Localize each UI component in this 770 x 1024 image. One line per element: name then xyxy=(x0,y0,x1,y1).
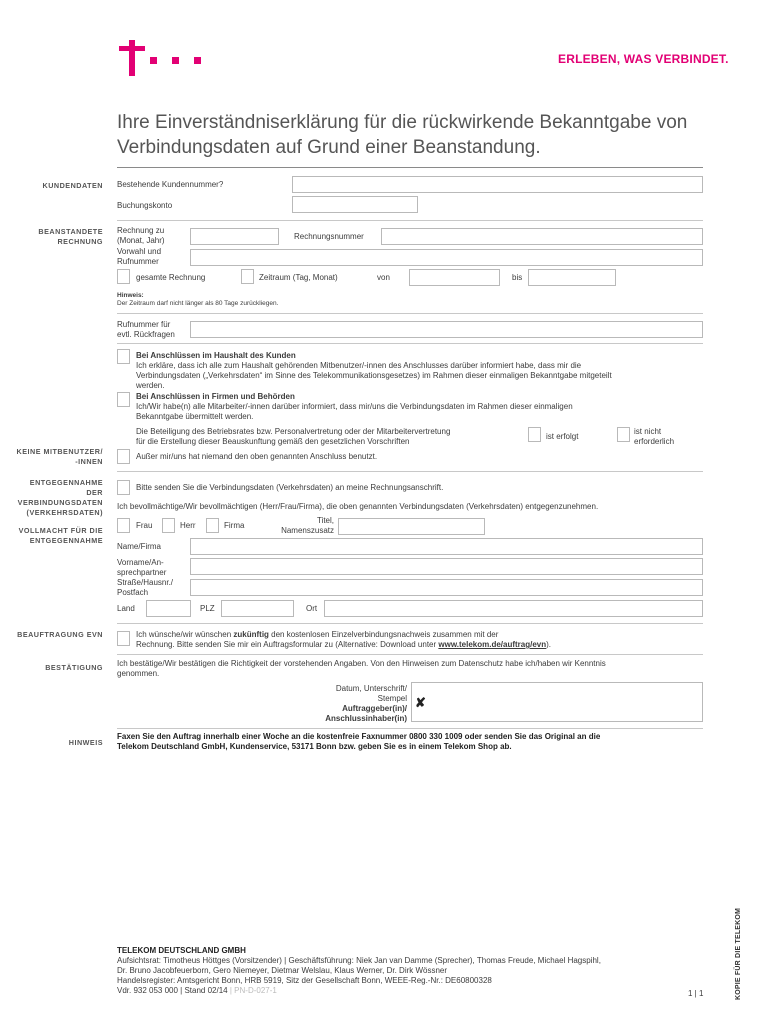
buchungskonto-label: Buchungskonto xyxy=(117,201,173,210)
entgegennahme-text: Bitte senden Sie die Verbindungsdaten (Verkehrsdaten) an meine Rechnungsanschrift. xyxy=(136,483,444,492)
logo-dot xyxy=(194,57,201,64)
erfolgt-label: ist erfolgt xyxy=(546,432,579,441)
nicht-erforderlich-checkbox[interactable] xyxy=(617,427,630,442)
rueckfragen-label: Rufnummer für evtl. Rückfragen xyxy=(117,320,175,339)
strasse-field[interactable] xyxy=(190,579,703,596)
zeitraum-label: Zeitraum (Tag, Monat) xyxy=(259,273,338,282)
gesamte-rechnung-label: gesamte Rechnung xyxy=(136,273,206,282)
section-beanstandete-rechnung: BEANSTANDETE RECHNUNG xyxy=(38,227,103,246)
logo-dot xyxy=(172,57,179,64)
ort-label: Ort xyxy=(306,604,318,613)
vorwahl-label: Vorwahl und Rufnummer xyxy=(117,247,162,266)
zeitraum-checkbox[interactable] xyxy=(241,269,254,284)
bestaetigung-text: Ich bestätige/Wir bestätigen die Richtigkeit der vorstehenden Angaben. Von den Hinweisen zum Datenschutz habe ich/haben wir Kenntnis genommen. xyxy=(117,659,606,678)
section-vollmacht: VOLLMACHT FÜR DIE ENTGEGENNAHME xyxy=(18,526,103,545)
haushalt-checkbox[interactable] xyxy=(117,349,130,364)
section-hinweis: HINWEIS xyxy=(68,738,103,747)
footer-company: TELEKOM DEUTSCHLAND GMBH xyxy=(117,946,246,955)
plz-field[interactable] xyxy=(221,600,294,617)
name-firma-label: Name/Firma xyxy=(117,542,162,551)
name-firma-field[interactable] xyxy=(190,538,703,555)
footer-text: Aufsichtsrat: Timotheus Höttges (Vorsitzender) | Geschäftsführung: Niek Jan van Damme (Sprecher), Thomas Freude, Michael Hagspihl, Dr. Bruno Jacobfeuerborn, Gero Niemeyer, Dietmar Welslau, Klaus Werner, Dr. Dirk Wössner Handelsregister: Amtsgericht Bonn, HRB 5919, Sitz der Gesellschaft Bonn, WEEE-Reg.-Nr.: DE60800328 Vdr. 932 053 000 | Stand 02/14 | PN-D-027-1 xyxy=(117,956,601,995)
vorname-label: Vorname/An- sprechpartner xyxy=(117,558,167,577)
vorwahl-rufnummer-field[interactable] xyxy=(190,249,703,266)
bis-label: bis xyxy=(512,273,523,282)
evn-checkbox[interactable] xyxy=(117,631,130,646)
vollmacht-text: Ich bevollmächtige/Wir bevollmächtigen (Herr/Frau/Firma), die oben genannten Verbindungsdaten (Verkehrsdaten) entgegenzunehmen. xyxy=(117,502,599,511)
rechnungsanschrift-checkbox[interactable] xyxy=(117,480,130,495)
herr-label: Herr xyxy=(180,521,196,530)
signature-mark-icon: ✘ xyxy=(415,695,426,710)
rechnung-monat-jahr-field[interactable] xyxy=(190,228,279,245)
firmen-text: Bei Anschlüssen in Firmen und Behörden Ich/Wir habe(n) alle Mitarbeiter/-innen darüber informiert, dass mir/uns die Verbindungsdaten im Rahmen dieser einmaligen Bekanntgabe übermittelt werden. xyxy=(136,392,573,421)
gesamte-rechnung-checkbox[interactable] xyxy=(117,269,130,284)
section-bestaetigung: BESTÄTIGUNG xyxy=(45,663,103,672)
rechnungsnummer-label: Rechnungsnummer xyxy=(294,232,364,241)
firmen-checkbox[interactable] xyxy=(117,392,130,407)
firma-checkbox[interactable] xyxy=(206,518,219,533)
section-entgegennahme: ENTGEGENNAHME DER VERBINDUNGSDATEN (VERKEHRSDATEN) xyxy=(17,478,103,517)
section-kundendaten: KUNDENDATEN xyxy=(42,181,103,190)
land-label: Land xyxy=(117,604,135,613)
von-field[interactable] xyxy=(409,269,500,286)
frau-checkbox[interactable] xyxy=(117,518,130,533)
page-title: Ihre Einverständniserklärung für die rückwirkende Bekanntgabe von Verbindungsdaten auf Grund einer Beanstandung. xyxy=(117,112,688,158)
kundennummer-field[interactable] xyxy=(292,176,703,193)
keine-mitbenutzer-text: Außer mir/uns hat niemand den oben genannten Anschluss benutzt. xyxy=(136,452,378,461)
bis-field[interactable] xyxy=(528,269,616,286)
divider xyxy=(117,654,703,655)
evn-text: Ich wünsche/wir wünschen zukünftig den kostenlosen Einzelverbindungsnachweis zusammen mit der Rechnung. Bitte senden Sie mir ein Auftragsformular zu (Alternative: Download unter www.telekom.de/auftrag/evn). xyxy=(136,630,552,649)
evn-download-link[interactable]: www.telekom.de/auftrag/evn xyxy=(438,640,547,649)
erfolgt-checkbox[interactable] xyxy=(528,427,541,442)
frau-label: Frau xyxy=(136,521,153,530)
plz-label: PLZ xyxy=(200,604,215,613)
divider xyxy=(117,623,703,624)
divider xyxy=(117,728,703,729)
nicht-erforderlich-label: ist nicht erforderlich xyxy=(634,427,675,446)
vorname-field[interactable] xyxy=(190,558,703,575)
buchungskonto-field[interactable] xyxy=(292,196,418,213)
hinweis-label: Hinweis: xyxy=(117,292,144,299)
divider xyxy=(117,343,703,344)
hinweis-text: Der Zeitraum darf nicht länger als 80 Tage zurückliegen. xyxy=(117,300,279,307)
firma-label: Firma xyxy=(224,521,245,530)
ort-field[interactable] xyxy=(324,600,703,617)
signature-field[interactable] xyxy=(411,682,703,722)
keine-mitbenutzer-checkbox[interactable] xyxy=(117,449,130,464)
page-number: 1 | 1 xyxy=(688,989,704,998)
kundennummer-label: Bestehende Kundennummer? xyxy=(117,180,224,189)
slogan: ERLEBEN, WAS VERBINDET. xyxy=(558,52,729,66)
telekom-logo-t xyxy=(119,40,145,76)
divider xyxy=(117,471,703,472)
section-keine-mitbenutzer: KEINE MITBENUTZER/ -INNEN xyxy=(16,447,103,466)
section-beauftragung-evn: BEAUFTRAGUNG EVN xyxy=(17,630,103,639)
titel-field[interactable] xyxy=(338,518,485,535)
betriebsrat-text: Die Beteiligung des Betriebsrates bzw. Personalvertretung oder der Mitarbeitervertretung für die Erstellung dieser Beauskunftung gemäß den gesetzlichen Vorschriften xyxy=(136,427,451,446)
strasse-label: Straße/Hausnr./ Postfach xyxy=(117,578,174,597)
kopie-label: KOPIE FÜR DIE TELEKOM xyxy=(735,907,742,1000)
von-label: von xyxy=(377,273,390,282)
hinweis-fax-text: Faxen Sie den Auftrag innerhalb einer Woche an die kostenfreie Faxnummer 0800 330 1009 oder senden Sie das Original an die Telekom Deutschland GmbH, Kundenservice, 53171 Bonn bzw. geben Sie es in einem Telekom Shop ab. xyxy=(117,732,601,751)
rueckfragen-field[interactable] xyxy=(190,321,703,338)
divider xyxy=(117,220,703,221)
divider xyxy=(117,167,703,168)
rechnung-zu-label: Rechnung zu (Monat, Jahr) xyxy=(117,226,165,245)
haushalt-text: Bei Anschlüssen im Haushalt des Kunden Ich erkläre, dass ich alle zum Haushalt gehörenden Mitbenutzer/-innen des Anschlusses darüber informiert habe, dass mir die Verbindungsdaten („Verkehrsdaten“ im Sinne des Telekommunikationsgesetzes) im Rahmen dieser einmaligen Bekanntgabe mitgeteilt werden. xyxy=(136,351,612,390)
land-field[interactable] xyxy=(146,600,191,617)
herr-checkbox[interactable] xyxy=(162,518,175,533)
rechnungsnummer-field[interactable] xyxy=(381,228,703,245)
signature-label: Datum, Unterschrift/ Stempel Auftraggeber(in)/ Anschlussinhaber(in) xyxy=(325,684,407,723)
titel-label: Titel, Namenszusatz xyxy=(281,516,334,535)
logo-dot xyxy=(150,57,157,64)
divider xyxy=(117,313,703,314)
